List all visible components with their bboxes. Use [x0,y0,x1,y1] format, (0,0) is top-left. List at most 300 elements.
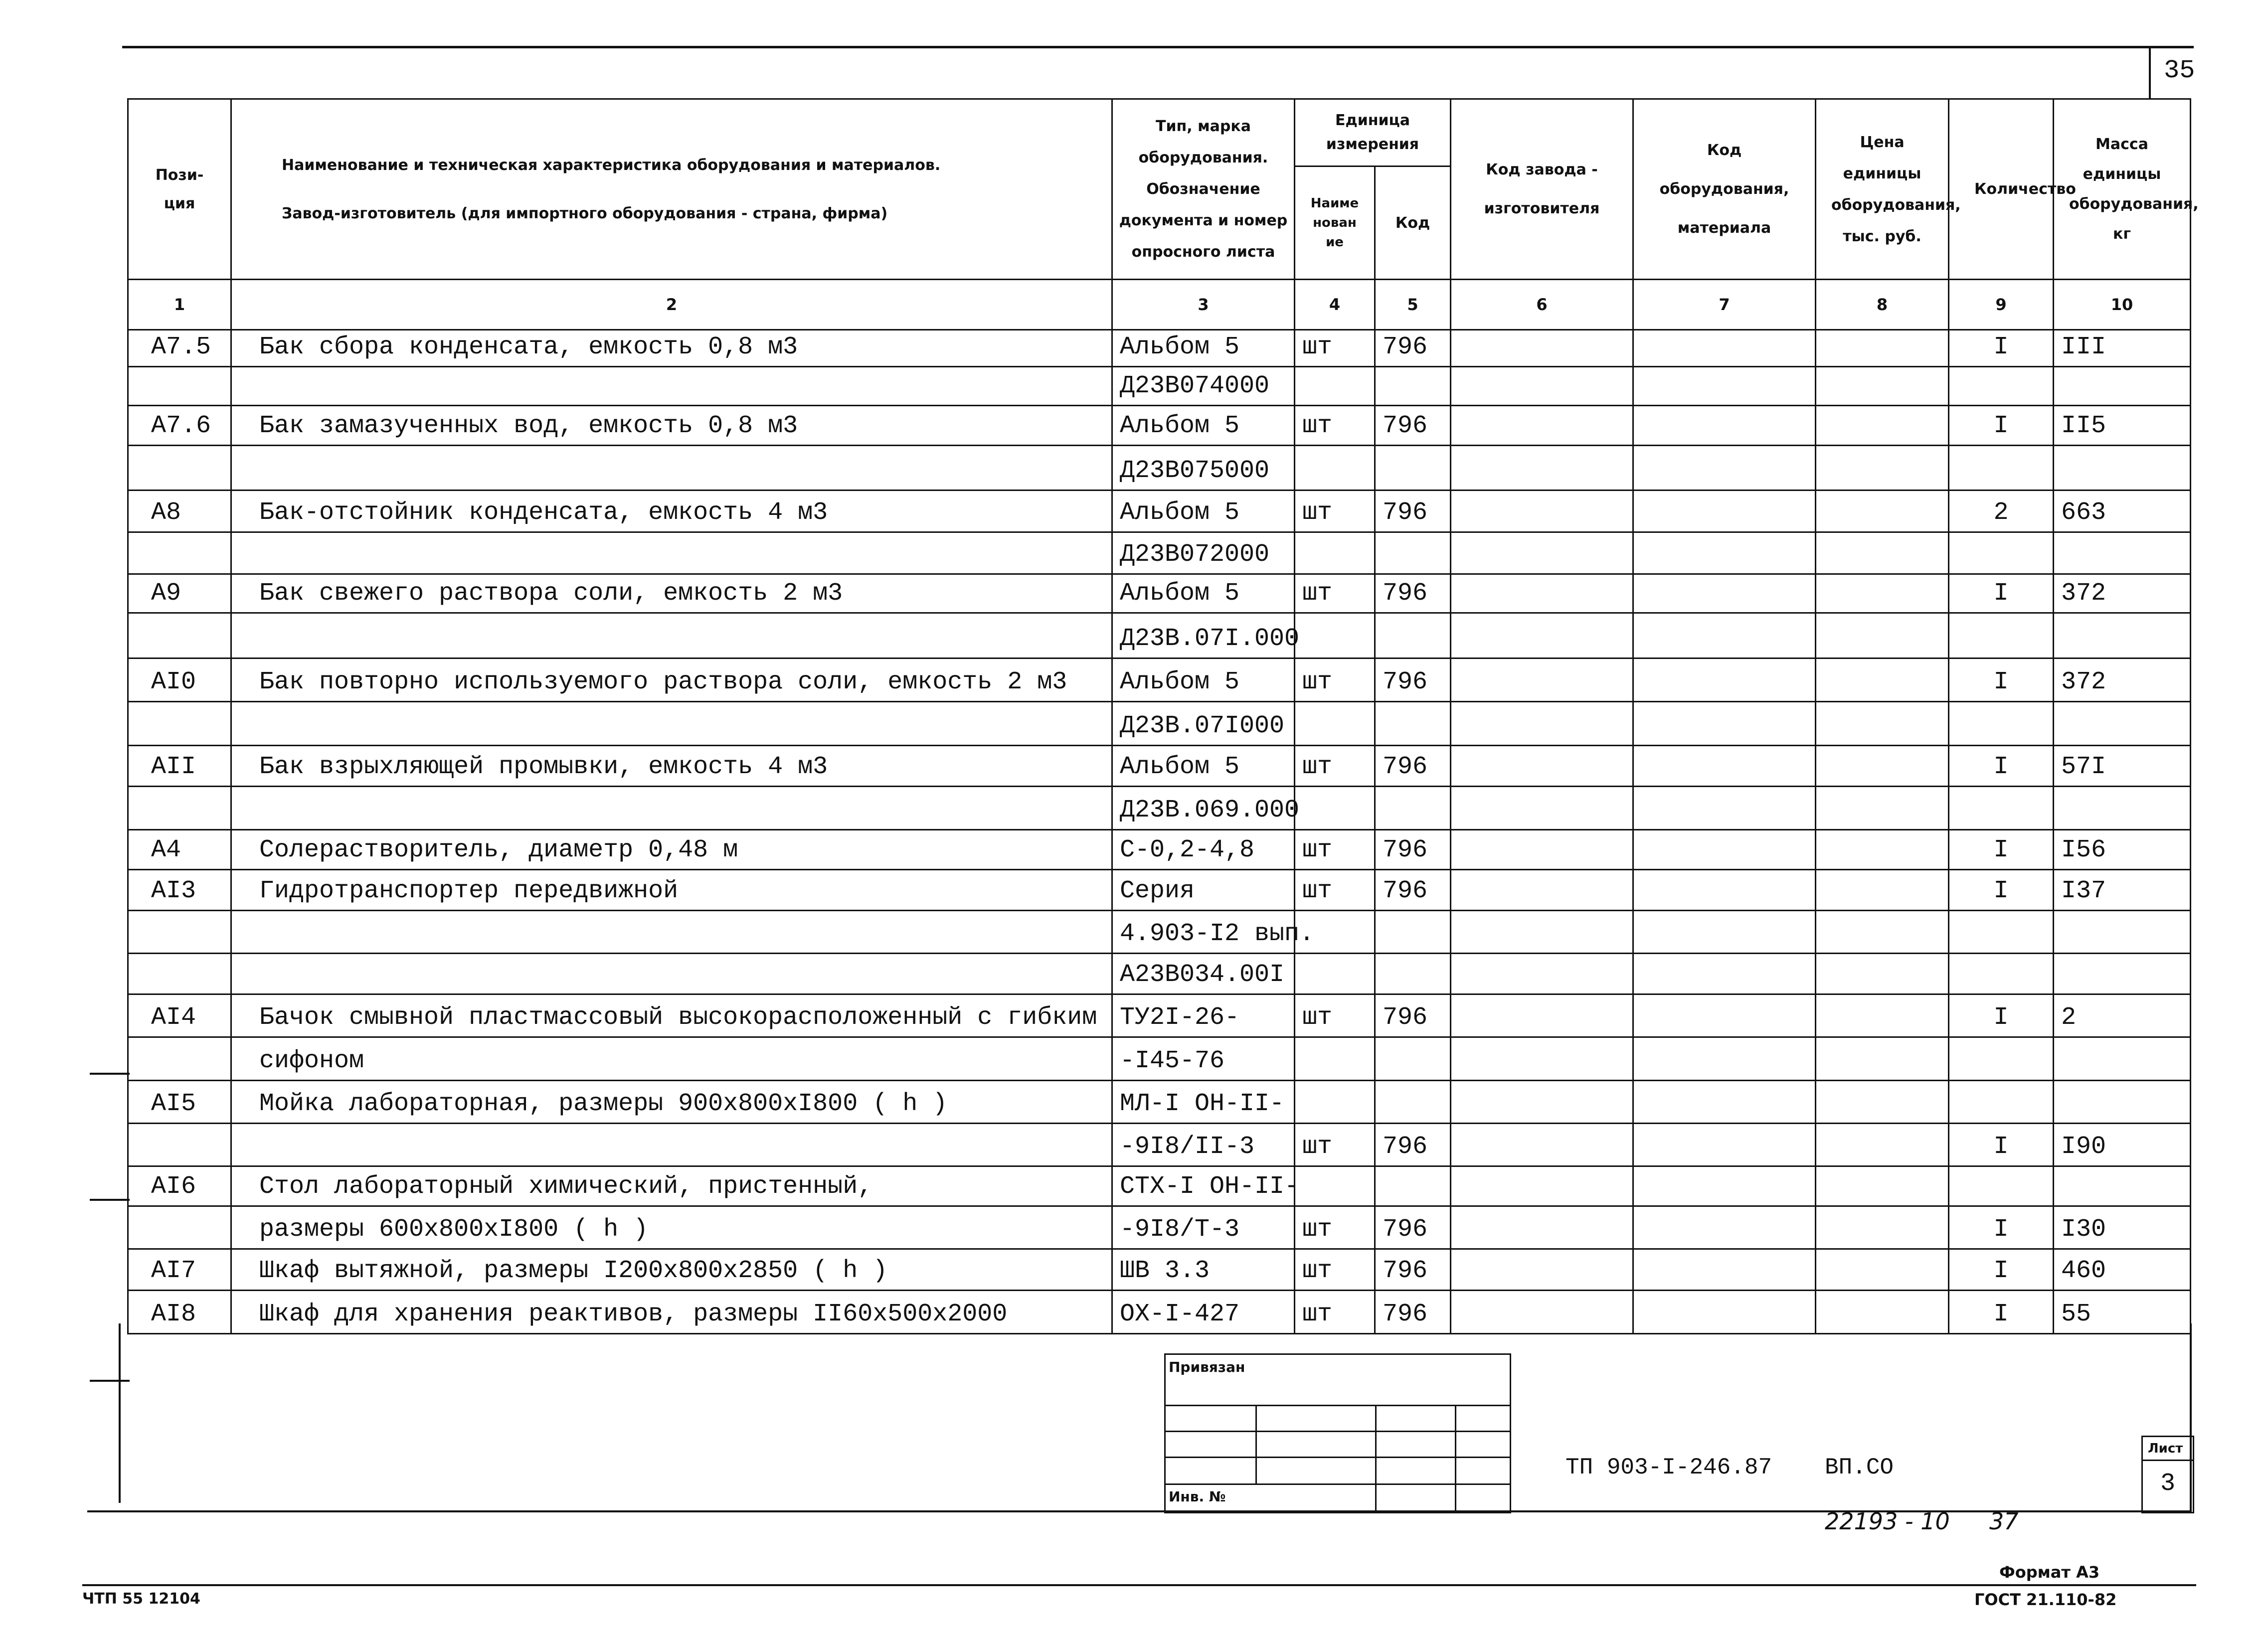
cell-code [1375,1037,1451,1081]
cell-name [231,658,1112,702]
cell-name [231,613,1112,658]
cell-text [232,567,1111,573]
cell-type [1112,367,1295,406]
cell-text: ШВ 3.3 [1120,1257,1210,1285]
header-name: Наименование и техническая характеристика оборудования и материалов. Завод-изготовитель (для импортного оборудования - страна, фирма) [231,99,1112,280]
cell-qty [1949,1291,2054,1334]
cell-name [231,1081,1112,1124]
cell-empty [1451,613,1633,658]
cell-code [1375,406,1451,446]
cell-text [1376,947,1450,953]
cell-type [1112,532,1295,574]
cell-empty [1816,574,1949,613]
cell-name [231,406,1112,446]
cell-text [1376,567,1450,573]
table-row [128,702,2191,746]
cell-text [1949,399,2053,405]
cell-unit [1295,406,1375,446]
table-row [128,367,2191,406]
cell-empty [1816,532,1949,574]
cell-text: шт [1302,753,1333,781]
corner-box-left [2149,48,2151,98]
table-row [128,954,2191,994]
cell-text [1376,399,1450,405]
cell-text [129,739,230,745]
column-number: 8 [1816,280,1949,330]
cell-text [1295,739,1374,745]
cell-mass [2054,613,2191,658]
cell-text: Бак сбора конденсата, емкость 0,8 м3 [259,333,798,361]
cell-qty [1949,994,2054,1037]
cell-pos [128,830,231,870]
sheet-label: Лист [2148,1441,2183,1456]
header-unit-name: Наименование [1295,166,1375,280]
stamp-rule [1166,1431,1510,1432]
cell-type [1112,746,1295,787]
column-number: 7 [1633,280,1816,330]
cell-name [231,1037,1112,1081]
cell-pos [128,870,231,911]
cell-text: Альбом 5 [1120,668,1240,696]
cell-text [129,567,230,573]
cell-text: шт [1302,1257,1333,1285]
table-row [128,532,2191,574]
cell-mass [2054,830,2191,870]
specification-table [127,98,2199,1334]
cell-qty [1949,491,2054,532]
cell-text: А7.5 [151,333,211,361]
cell-text [129,1242,230,1248]
cell-unit [1295,1291,1375,1334]
header-unit-group: Единица измерения [1295,99,1451,166]
cell-code [1375,954,1451,994]
cell-code [1375,491,1451,532]
cell-code [1375,746,1451,787]
cell-empty [1816,1206,1949,1249]
cell-text: Серия [1120,877,1195,905]
cell-text [1376,739,1450,745]
cell-text: Солерастворитель, диаметр 0,48 м [259,836,738,864]
cell-text: I30 [2061,1215,2106,1244]
cell-text: шт [1302,412,1333,440]
cell-text: 796 [1383,1215,1428,1244]
cell-type [1112,787,1300,830]
cell-text: ТУ2I-26- [1120,1003,1240,1032]
cell-code [1375,787,1451,830]
cell-text: шт [1302,333,1333,361]
cell-text: Бачок смывной пластмассовый высокорасположенный с гибким [259,1003,1097,1032]
cell-text: Д23В072000 [1120,540,1270,569]
cell-empty [1633,1124,1816,1166]
cell-text: Бак взрыхляющей промывки, емкость 4 м3 [259,753,828,781]
cell-qty [1949,1081,2054,1124]
cell-text: АI5 [151,1090,196,1118]
cell-unit [1295,702,1375,746]
cell-text: Мойка лабораторная, размеры 900x800xI800 ( h ) [259,1090,948,1118]
cell-qty [1949,1124,2054,1166]
cell-text: I [1993,753,2009,781]
cell-name [231,446,1112,491]
cell-empty [1816,1081,1949,1124]
cell-qty [1949,1249,2054,1291]
cell-qty [1949,532,2054,574]
table-row [128,1249,2191,1291]
cell-text: А8 [151,498,181,527]
cell-text: А4 [151,836,181,864]
cell-empty [1633,532,1816,574]
cell-unit [1295,1081,1375,1124]
cell-text [1949,1199,2053,1205]
cell-text: Альбом 5 [1120,579,1240,608]
header-equipment-code: Код оборудования, материала [1633,99,1816,280]
cell-text [2054,484,2190,490]
cell-text: I [1993,1003,2009,1032]
cell-name [231,1166,1112,1206]
cell-text: шт [1302,498,1333,527]
cell-text: Д23В.07I000 [1120,712,1285,740]
cell-pos [128,1081,231,1124]
table-row [128,1166,2191,1206]
cell-text [2054,1074,2190,1080]
cell-unit [1295,870,1375,911]
left-tick [90,1199,130,1201]
cell-empty [1633,746,1816,787]
cell-empty [1633,406,1816,446]
cell-empty [1816,830,1949,870]
cell-text: Бак-отстойник конденсата, емкость 4 м3 [259,498,828,527]
cell-text: 796 [1383,1133,1428,1161]
cell-text: шт [1302,1133,1333,1161]
column-number: 9 [1949,280,2054,330]
cell-mass [2054,1206,2191,1249]
cell-text [1295,1199,1374,1205]
cell-type [1112,870,1295,911]
cell-text [1295,567,1374,573]
cell-empty [1816,746,1949,787]
cell-mass [2054,911,2191,954]
cell-mass [2054,658,2191,702]
cell-text: I37 [2061,877,2106,905]
cell-pos [128,954,231,994]
cell-text: Альбом 5 [1120,333,1240,361]
cell-qty [1949,613,2054,658]
header-position: Пози- ция [128,99,231,280]
cell-text: АII [151,753,196,781]
column-number: 4 [1295,280,1375,330]
cell-text [2054,823,2190,829]
cell-unit [1295,574,1375,613]
cell-text: 796 [1383,1257,1428,1285]
cell-text [1295,823,1374,829]
cell-mass [2054,1124,2191,1166]
cell-empty [1451,658,1633,702]
cell-empty [1816,787,1949,830]
table-row [128,658,2191,702]
table-row [128,446,2191,491]
cell-qty [1949,870,2054,911]
cell-text: 796 [1383,753,1428,781]
cell-name [231,532,1112,574]
cell-code [1375,1166,1451,1206]
cell-text: Альбом 5 [1120,753,1240,781]
cell-empty [1816,367,1949,406]
cell-empty [1633,830,1816,870]
header-price: Цена единицы оборудования, тыс. руб. [1816,99,1949,280]
cell-type [1112,446,1295,491]
cell-text [232,739,1111,745]
sheet-rule [2143,1460,2193,1461]
cell-mass [2054,532,2191,574]
cell-empty [1633,994,1816,1037]
cell-text: 4.903-I2 вып. [1120,920,1315,948]
stamp-col [1455,1405,1456,1512]
cell-text: А7.6 [151,412,211,440]
cell-unit [1295,746,1375,787]
cell-text: С-0,2-4,8 [1120,836,1255,864]
cell-pos [128,330,231,367]
cell-type [1112,954,1295,994]
cell-text: 796 [1383,498,1428,527]
cell-empty [1451,911,1633,954]
cell-empty [1633,491,1816,532]
header-mass: Масса единицы оборудования, кг [2054,99,2191,280]
cell-pos [128,911,231,954]
cell-name [231,1249,1112,1291]
cell-empty [1451,746,1633,787]
cell-empty [1633,1081,1816,1124]
cell-mass [2054,994,2191,1037]
cell-code [1375,1249,1451,1291]
cell-name [231,574,1112,613]
cell-mass [2054,1081,2191,1124]
cell-empty [1451,367,1633,406]
table-row [128,406,2191,446]
cell-text: 460 [2061,1257,2106,1285]
cell-empty [1816,1124,1949,1166]
cell-mass [2054,406,2191,446]
cell-empty [1633,1291,1816,1334]
cell-empty [1633,658,1816,702]
cell-pos [128,746,231,787]
table-row [128,1124,2191,1166]
cell-pos [128,1037,231,1081]
cell-code [1375,830,1451,870]
footer-line [82,1584,2196,1586]
cell-pos [128,787,231,830]
cell-empty [1816,613,1949,658]
cell-pos [128,702,231,746]
document-code: ВП.СО [1825,1455,1894,1480]
cell-text: Стол лабораторный химический, пристенный, [259,1172,873,1201]
cell-text [1949,1117,2053,1123]
cell-code [1375,911,1451,954]
cell-name [231,1291,1112,1334]
cell-empty [1451,1037,1633,1081]
cell-code [1375,367,1451,406]
cell-text [129,1074,230,1080]
inventory-label: Инв. № [1169,1488,1226,1505]
cell-empty [1816,491,1949,532]
cell-type [1112,330,1295,367]
cell-empty [1633,1166,1816,1206]
cell-unit [1295,1206,1375,1249]
cell-mass [2054,702,2191,746]
cell-text: I [1993,1215,2009,1244]
cell-empty [1451,954,1633,994]
cell-code [1375,532,1451,574]
cell-code [1375,702,1451,746]
cell-type [1112,1124,1295,1166]
table-row [128,1037,2191,1081]
cell-text: АI4 [151,1003,196,1032]
cell-name [231,830,1112,870]
cell-unit [1295,830,1375,870]
cell-type [1112,613,1300,658]
cell-empty [1451,1249,1633,1291]
cell-type [1112,1249,1295,1291]
cell-text: Шкаф для хранения реактивов, размеры II60x500x2000 [259,1300,1008,1328]
cell-unit [1295,1037,1375,1081]
approval-stamp [1164,1353,1511,1513]
column-number: 10 [2054,280,2191,330]
cell-text: 796 [1383,1003,1428,1032]
cell-text: АI7 [151,1257,196,1285]
cell-text: 372 [2061,579,2106,608]
cell-unit [1295,787,1375,830]
cell-text [2054,987,2190,993]
stamp-col [1255,1405,1257,1483]
cell-mass [2054,367,2191,406]
cell-text [1295,1074,1374,1080]
cell-qty [1949,787,2054,830]
cell-code [1375,1206,1451,1249]
cell-pos [128,1291,231,1334]
cell-text [1949,987,2053,993]
table-row [128,491,2191,532]
cell-name [231,1206,1112,1249]
cell-text [1295,652,1374,657]
cell-text: 57I [2061,753,2106,781]
cell-name [231,1124,1112,1166]
cell-text [1376,1199,1450,1205]
cell-text: 796 [1383,668,1428,696]
cell-text [2054,567,2190,573]
cell-text [232,1159,1111,1165]
cell-text: Д23В.069.000 [1120,796,1300,824]
cell-qty [1949,367,2054,406]
cell-text: Шкаф вытяжной, размеры I200x800x2850 ( h ) [259,1257,888,1285]
left-tick [90,1380,130,1382]
sheet-box [2141,1436,2194,1513]
cell-unit [1295,1166,1375,1206]
cell-mass [2054,787,2191,830]
cell-unit [1295,491,1375,532]
cell-text: Гидротранспортер передвижной [259,877,679,905]
cell-empty [1451,491,1633,532]
cell-empty [1816,911,1949,954]
cell-empty [1816,954,1949,994]
table-row [128,911,2191,954]
cell-text [2054,399,2190,405]
cell-text: I [1993,412,2009,440]
cell-qty [1949,702,2054,746]
cell-pos [128,1206,231,1249]
header-type: Тип, марка оборудования. Обозначение документа и номер опросного листа [1112,99,1295,280]
cell-empty [1451,787,1633,830]
cell-empty [1816,870,1949,911]
cell-text: 796 [1383,1300,1428,1328]
cell-empty [1633,1037,1816,1081]
cell-text: I [1993,1300,2009,1328]
table-row [128,746,2191,787]
cell-text: -9I8/II-3 [1120,1133,1255,1161]
cell-type [1112,1037,1295,1081]
handwritten-page: 37 [1989,1508,2019,1535]
cell-empty [1451,406,1633,446]
cell-text [2054,739,2190,745]
cell-text: I [1993,1133,2009,1161]
cell-text [1295,399,1374,405]
cell-text: А9 [151,579,181,608]
cell-text [232,947,1111,953]
cell-mass [2054,1037,2191,1081]
cell-text [129,399,230,405]
format-label: Формат А3 [1999,1563,2100,1582]
cell-text [1295,1117,1374,1123]
cell-text [1295,987,1374,993]
cell-text [232,823,1111,829]
gost-label: ГОСТ 21.110-82 [1974,1590,2117,1609]
cell-text [1949,823,2053,829]
cell-type [1112,911,1315,954]
cell-mass [2054,1291,2191,1334]
cell-text: 796 [1383,333,1428,361]
cell-empty [1816,446,1949,491]
cell-qty [1949,406,2054,446]
cell-empty [1816,1291,1949,1334]
cell-text [129,823,230,829]
cell-text: Бак свежего раствора соли, емкость 2 м3 [259,579,843,608]
cell-empty [1451,994,1633,1037]
cell-name [231,994,1112,1037]
cell-text: II5 [2061,412,2106,440]
cell-mass [2054,870,2191,911]
cell-mass [2054,1249,2191,1291]
cell-empty [1816,330,1949,367]
cell-text [1376,484,1450,490]
cell-text: А23В034.00I [1120,961,1285,989]
column-numbers-row [128,280,2191,330]
cell-empty [1633,446,1816,491]
cell-text [2054,947,2190,953]
table-row [128,1081,2191,1124]
cell-text: 372 [2061,668,2106,696]
cell-unit [1295,1249,1375,1291]
cell-text [129,1159,230,1165]
cell-text: Бак замазученных вод, емкость 0,8 м3 [259,412,798,440]
cell-mass [2054,954,2191,994]
cell-name [231,367,1112,406]
cell-pos [128,1166,231,1206]
cell-text: I [1993,333,2009,361]
cell-pos [128,491,231,532]
cell-qty [1949,954,2054,994]
cell-unit [1295,367,1375,406]
cell-text [1949,484,2053,490]
cell-empty [1816,1037,1949,1081]
cell-type [1112,830,1295,870]
cell-text: I [1993,668,2009,696]
